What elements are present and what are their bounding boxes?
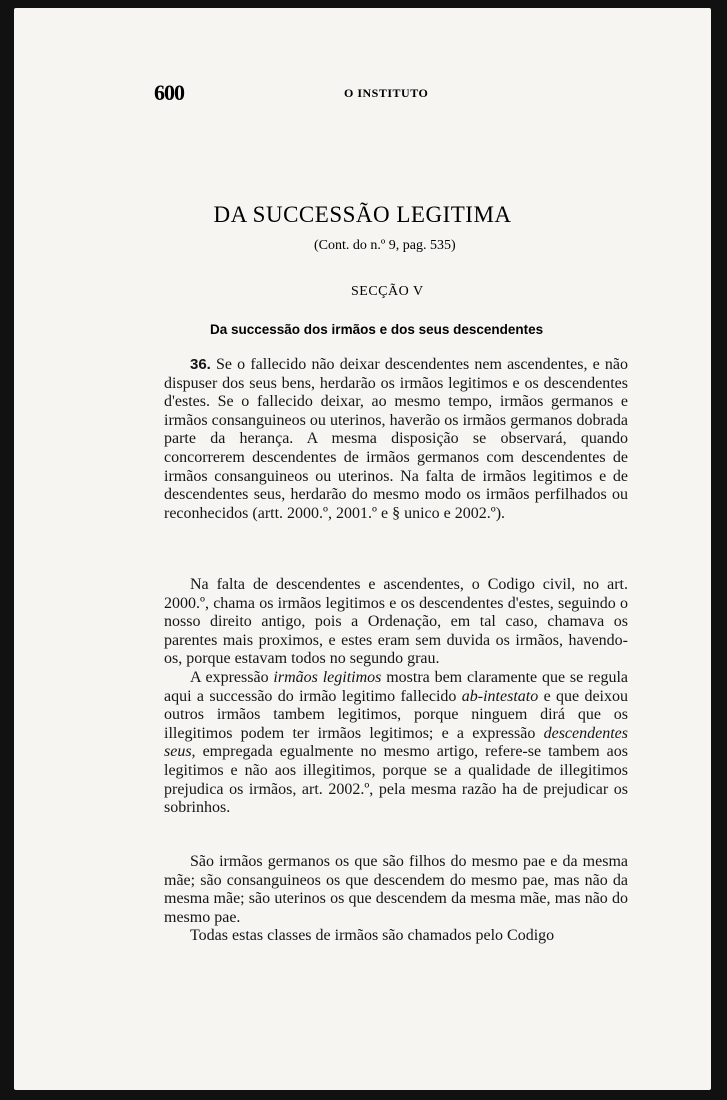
text-run: empregada egualmente no mesmo artigo, refere-se tambem aos legitimos e não aos illegitimos, porque se a qualidade de illegitimos prejudica os irmãos, art. 2002.º, pela mesma razão ha de prejudicar os sobrinhos. — [164, 743, 628, 817]
article-number: 36. — [190, 356, 211, 373]
paragraph-commentary-1: Na falta de descendentes e ascendentes, o Codigo civil, no art. 2000.º, chama os irmãos legitimos e os descendentes d'estes, seguindo o nosso direito antigo, pois a Ordenação, em tal caso, chamava os parentes mais proximos, e estes eram sem duvida os irmãos, havendo-os, porque estavam todos no segundo grau. — [164, 576, 628, 668]
paragraph-commentary-4: Todas estas classes de irmãos são chamados pelo Codigo — [190, 927, 555, 945]
body-block-2 — [164, 576, 628, 818]
italic-term: descendentes seus, — [164, 724, 628, 761]
paragraph-commentary-2 — [164, 669, 628, 818]
italic-term: irmãos legitimos — [273, 668, 382, 686]
running-title: O INSTITUTO — [344, 86, 429, 100]
text-run: mostra bem claramente que se regula aqui a successão do irmão legitimo fallecido — [164, 668, 629, 705]
italic-term: ab-intestato — [461, 687, 539, 705]
page-number: 600 — [154, 80, 184, 105]
section-heading: SECÇÃO V — [351, 284, 424, 299]
text-run: e que deixou outros irmãos tambem legitimos, porque ninguem dirá que os illegitimos podem ter irmãos legitimos; e a expressão — [164, 687, 629, 742]
text-run: A expressão — [190, 668, 274, 686]
page-header — [154, 80, 614, 106]
book-page — [14, 8, 711, 1090]
article-text: Se o fallecido não deixar descendentes nem ascendentes, e não dispuser dos seus bens, herdarão os irmãos legitimos e os descendentes d'estes. Se o fallecido deixar, ao mesmo tempo, irmãos germanos e irmãos consanguineos ou uterinos, haverão os irmãos germanos dobrada parte da herança. A mesma disposição se observará, quando concorrerem descendentes de irmãos germanos com descendentes de irmãos consanguineos ou uterinos. Na falta de irmãos legitimos e de descendentes seus, herdarão do mesmo modo os irmãos perfilhados ou reconhecidos (artt. 2000.º, 2001.º e § unico e 2002.º). — [164, 356, 628, 522]
continuation-note: (Cont. do n.º 9, pag. 535) — [314, 238, 456, 253]
section-subtitle: Da successão dos irmãos e dos seus descendentes — [210, 322, 544, 337]
body-block-3 — [164, 853, 628, 946]
paragraph-article-36 — [164, 356, 628, 523]
paragraph-commentary-3: São irmãos germanos os que são filhos do mesmo pae e da mesma mãe; são consanguineos os que descendem do mesmo pae, mas não da mesma mãe; são uterinos os que descendem da mesma mãe, mas não do mesmo pae. — [164, 853, 628, 926]
body-block-1 — [164, 356, 628, 523]
chapter-title: DA SUCCESSÃO LEGITIMA — [213, 202, 512, 227]
